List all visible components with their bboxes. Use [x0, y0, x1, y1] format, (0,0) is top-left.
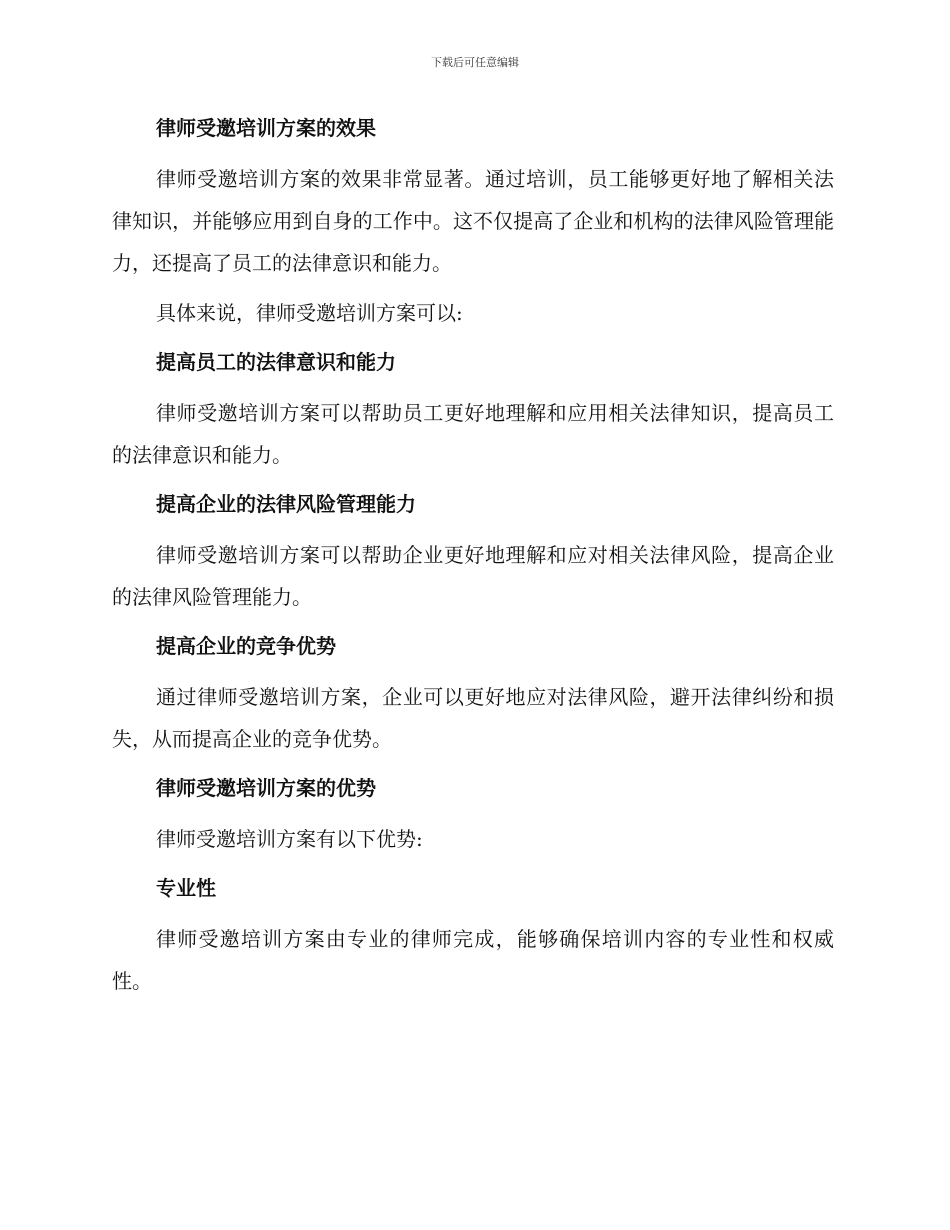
section-heading-competitive-advantage: 提高企业的竞争优势	[156, 634, 336, 658]
document-body	[112, 108, 834, 1010]
paragraph-professionalism: 律师受邀培训方案由专业的律师完成，能够确保培训内容的专业性和权威性。	[112, 927, 834, 993]
section-heading-advantages: 律师受邀培训方案的优势	[156, 776, 376, 800]
section-heading-professionalism: 专业性	[156, 876, 216, 900]
paragraph-effect-intro: 律师受邀培训方案的效果非常显著。通过培训，员工能够更好地了解相关法律知识，并能够应用到自身的工作中。这不仅提高了企业和机构的法律风险管理能力，还提高了员工的法律意识和能力。	[112, 167, 834, 275]
paragraph-specifically: 具体来说，律师受邀培训方案可以:	[156, 301, 463, 325]
page-header: 下载后可任意编辑	[431, 56, 519, 69]
section-heading-legal-awareness: 提高员工的法律意识和能力	[156, 350, 396, 374]
paragraph-advantages-intro: 律师受邀培训方案有以下优势:	[156, 827, 423, 851]
section-heading-effect: 律师受邀培训方案的效果	[156, 116, 376, 140]
paragraph-competitive-advantage: 通过律师受邀培训方案，企业可以更好地应对法律风险，避开法律纠纷和损失，从而提高企业的竞争优势。	[112, 685, 834, 751]
section-heading-risk-management: 提高企业的法律风险管理能力	[156, 492, 416, 516]
paragraph-legal-awareness: 律师受邀培训方案可以帮助员工更好地理解和应用相关法律知识，提高员工的法律意识和能力。	[112, 401, 834, 467]
paragraph-risk-management: 律师受邀培训方案可以帮助企业更好地理解和应对相关法律风险，提高企业的法律风险管理能力。	[112, 543, 834, 609]
